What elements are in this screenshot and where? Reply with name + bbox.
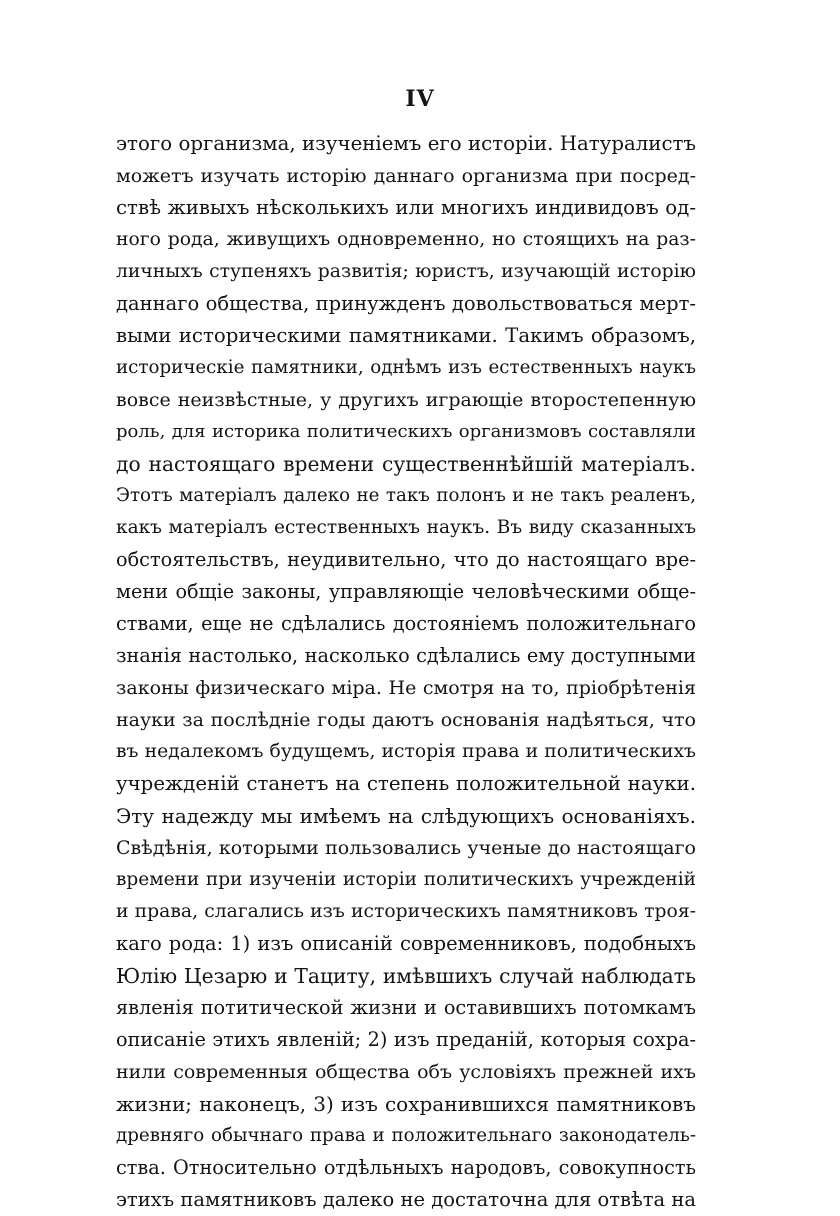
text-line: личныхъ ступеняхъ развитія; юристъ, изучающій исторію bbox=[116, 261, 696, 282]
text-line: жизни; наконецъ, 3) изъ сохранившихся памятниковъ bbox=[116, 1092, 696, 1116]
text-line: обстоятельствъ, неудивительно, что до настоящаго вре- bbox=[116, 548, 696, 571]
text-line: Эту надежду мы имѣемъ на слѣдующихъ основаніяхъ. bbox=[116, 804, 696, 828]
text-line: знанія настолько, насколько сдѣлались ему доступными bbox=[116, 644, 696, 667]
text-line: законы физическаго міра. Не смотря на то, пріобрѣтенія bbox=[116, 677, 696, 699]
text-line: ствами, еще не сдѣлались достояніемъ положительнаго bbox=[116, 612, 696, 635]
text-line: явленія потитической жизни и оставившихъ потомкамъ bbox=[116, 996, 696, 1019]
text-line: вовсе неизвѣстные, у другихъ играющіе второстепенную bbox=[116, 389, 696, 411]
text-line: науки за послѣдніе годы даютъ основанія надѣяться, что bbox=[116, 709, 696, 731]
text-line: ного рода, живущихъ одновременно, но стоящихъ на раз- bbox=[116, 229, 696, 250]
text-line: мени общіе законы, управляющіе человѣческими обще- bbox=[116, 580, 696, 603]
text-line: древняго обычнаго права и положительнаго законодатель- bbox=[116, 1125, 696, 1146]
text-line: даннаго общества, принужденъ довольствоваться мерт- bbox=[116, 292, 696, 315]
page-number: IV bbox=[405, 86, 435, 112]
text-line: ства. Относительно отдѣльныхъ народовъ, совокупность bbox=[116, 1156, 696, 1179]
text-line: выми историческими памятниками. Такимъ образомъ, bbox=[116, 324, 696, 347]
text-line: учрежденій станетъ на степень положительной науки. bbox=[116, 772, 696, 795]
text-line: Свѣдѣнія, которыми пользовались ученые до настоящаго bbox=[116, 837, 696, 859]
text-line: времени при изученіи исторіи политическихъ учрежденій bbox=[116, 869, 696, 890]
text-line: ствѣ живыхъ нѣсколькихъ или многихъ индивидовъ од- bbox=[116, 196, 696, 219]
text-line: роль, для историка политическихъ организмовъ составляли bbox=[116, 421, 696, 442]
text-line: и права, слагались изъ историческихъ памятниковъ троя- bbox=[116, 901, 696, 922]
text-line: Этотъ матеріалъ далеко не такъ полонъ и не такъ реаленъ, bbox=[116, 485, 696, 506]
text-line: этого организма, изученіемъ его исторіи. Натуралистъ bbox=[116, 132, 696, 155]
text-line: описаніе этихъ явленій; 2) изъ преданій, которыя сохра- bbox=[116, 1028, 696, 1051]
text-line: этихъ памятниковъ далеко не достаточна для отвѣта на bbox=[116, 1188, 696, 1211]
text-line: каго рода: 1) изъ описаній современниковъ, подобныхъ bbox=[116, 932, 696, 955]
text-line: историческіе памятники, однѣмъ изъ естественныхъ наукъ bbox=[116, 357, 696, 378]
text-line: можетъ изучать исторію даннаго организма при посред- bbox=[116, 165, 696, 187]
body-text bbox=[116, 128, 696, 1216]
text-line: до настоящаго времени существеннѣйшій матеріалъ. bbox=[116, 452, 696, 476]
text-line: Юлію Цезарю и Тациту, имѣвшихъ случай наблюдать bbox=[116, 964, 696, 988]
text-line: нили современныя общества объ условіяхъ прежней ихъ bbox=[116, 1061, 696, 1083]
text-line: какъ матеріалъ естественныхъ наукъ. Въ виду сказанныхъ bbox=[116, 517, 696, 538]
text-line: въ недалекомъ будущемъ, исторія права и политическихъ bbox=[116, 741, 696, 762]
